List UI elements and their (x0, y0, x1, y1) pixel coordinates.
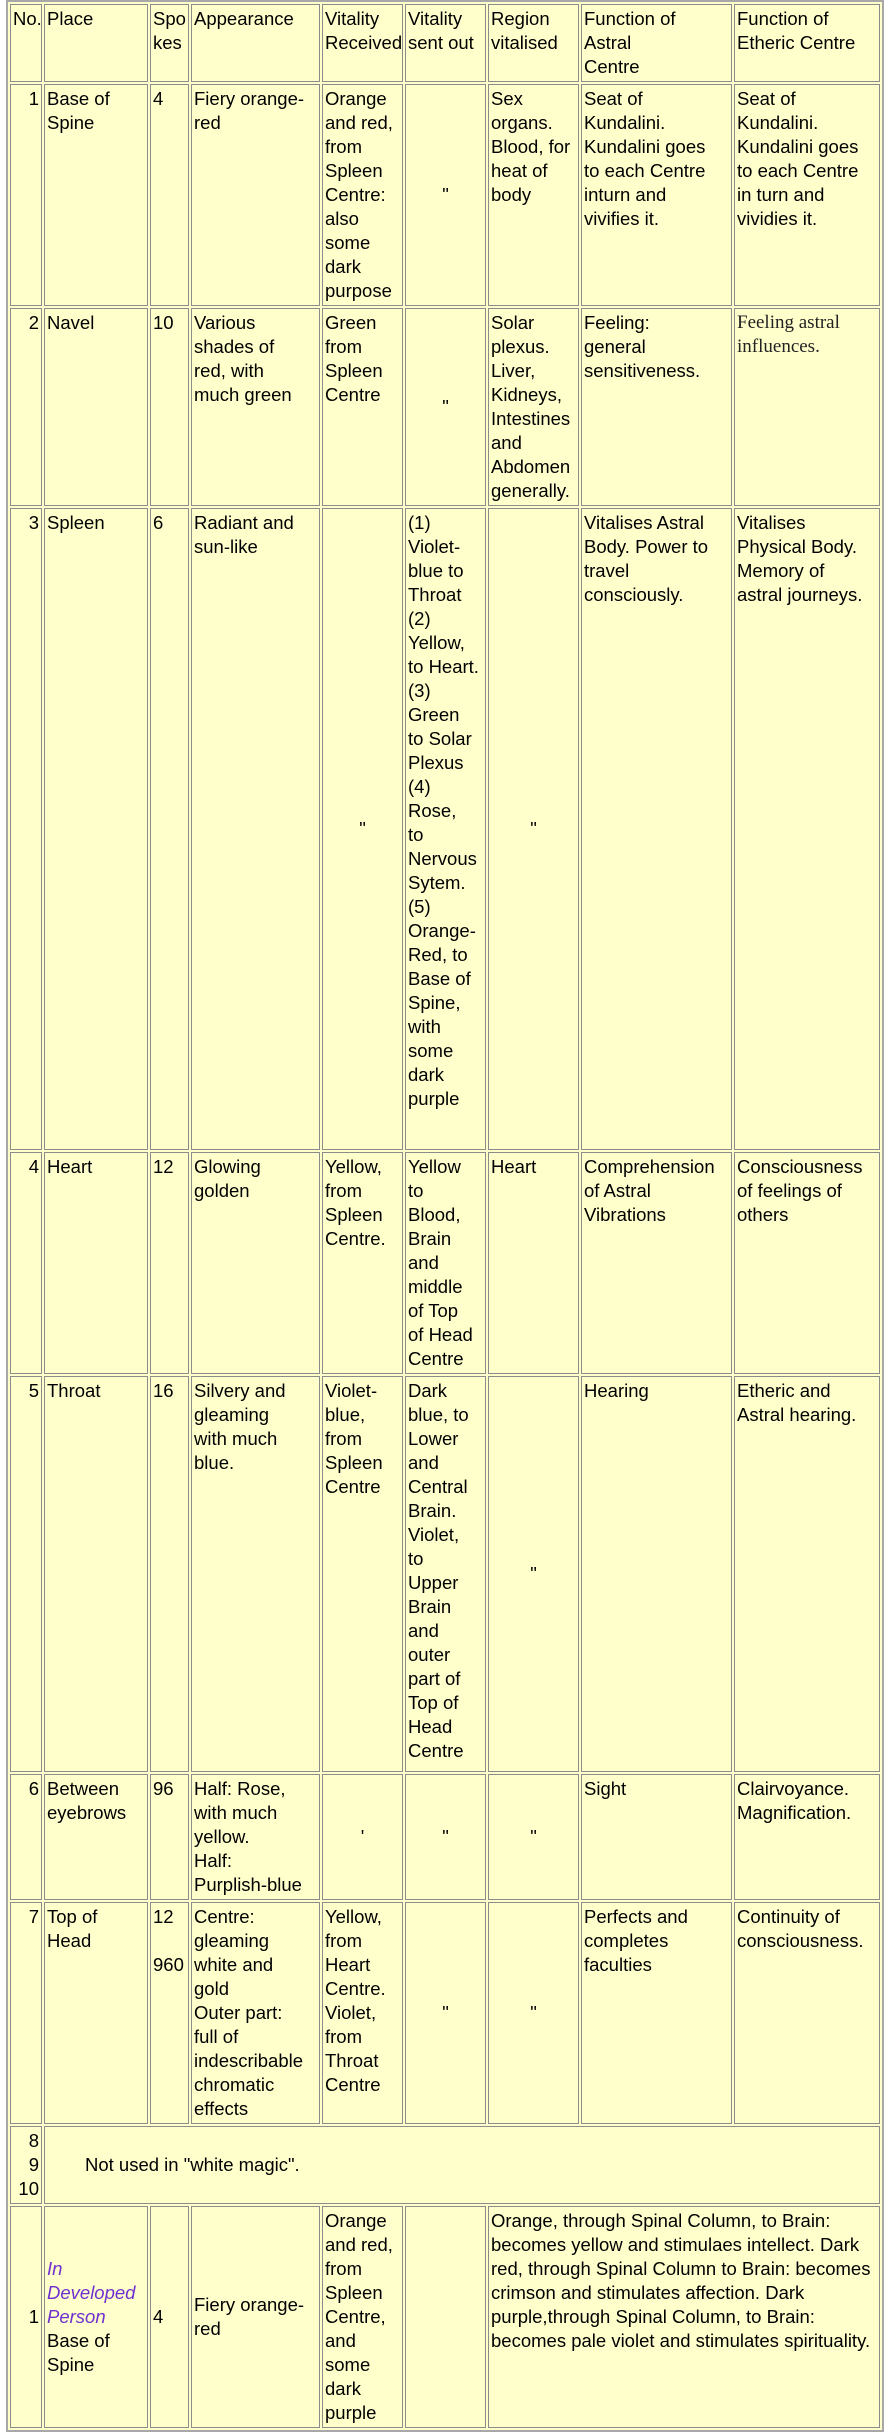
cell-spokes: 96 (150, 1774, 189, 1900)
cell-region: " (488, 1376, 579, 1772)
cell-astral: Seat of Kundalini. Kundalini goes to each Centre inturn and vivifies it. (581, 84, 732, 306)
developed-person-note: In Developed Person (47, 2258, 136, 2327)
header-cell-etheric: Function of Etheric Centre (734, 4, 880, 82)
cell-received: Orange and red, from Spleen Centre, and some dark purple (322, 2206, 403, 2428)
cell-astral: Hearing (581, 1376, 732, 1772)
chakra-table (6, 0, 884, 2432)
cell-astral: Sight (581, 1774, 732, 1900)
cell-sent: " (405, 308, 486, 506)
cell-appearance: Fiery orange- red (191, 84, 320, 306)
cell-place: Spleen (44, 508, 148, 1150)
cell-no: 1 (10, 2206, 42, 2428)
cell-spokes: 16 (150, 1376, 189, 1772)
cell-astral: Perfects and completes faculties (581, 1902, 732, 2124)
cell-received: ' (322, 1774, 403, 1900)
table-row (10, 308, 880, 506)
cell-sent: Dark blue, to Lower and Central Brain. Violet, to Upper Brain and outer part of Top of Head Centre (405, 1376, 486, 1772)
header-cell-spokes: Spo kes (150, 4, 189, 82)
cell-sent: " (405, 1902, 486, 2124)
header-cell-no: No. (10, 4, 42, 82)
cell-astral: Comprehension of Astral Vibrations (581, 1152, 732, 1374)
cell-sent: " (405, 1774, 486, 1900)
cell-region: Solar plexus. Liver, Kidneys, Intestines and Abdomen generally. (488, 308, 579, 506)
cell-etheric: Vitalises Physical Body. Memory of astral journeys. (734, 508, 880, 1150)
cell-received: Yellow, from Spleen Centre. (322, 1152, 403, 1374)
cell-no: 7 (10, 1902, 42, 2124)
cell-no: 4 (10, 1152, 42, 1374)
cell-region: Heart (488, 1152, 579, 1374)
cell-etheric: Etheric and Astral hearing. (734, 1376, 880, 1772)
cell-sent: Yellow to Blood, Brain and middle of Top of Head Centre (405, 1152, 486, 1374)
cell-appearance: Half: Rose, with much yellow. Half: Purplish-blue (191, 1774, 320, 1900)
header-row (10, 4, 880, 82)
unused-row (10, 2126, 880, 2204)
unused-note: Not used in "white magic". (44, 2126, 880, 2204)
table-row (10, 508, 880, 1150)
cell-sent (405, 2206, 486, 2428)
cell-astral: Vitalises Astral Body. Power to travel consciously. (581, 508, 732, 1150)
cell-no: 3 (10, 508, 42, 1150)
cell-spokes: 4 (150, 2206, 189, 2428)
cell-etheric: Clairvoyance. Magnification. (734, 1774, 880, 1900)
cell-place: Heart (44, 1152, 148, 1374)
cell-appearance: Fiery orange- red (191, 2206, 320, 2428)
cell-appearance: Glowing golden (191, 1152, 320, 1374)
developed-place: Base of Spine (47, 2330, 110, 2375)
cell-etheric: Seat of Kundalini. Kundalini goes to each Centre in turn and vividies it. (734, 84, 880, 306)
table-row (10, 1902, 880, 2124)
cell-region: " (488, 508, 579, 1150)
unused-numbers: 8 9 10 (10, 2126, 42, 2204)
cell-region: Sex organs. Blood, for heat of body (488, 84, 579, 306)
header-cell-place: Place (44, 4, 148, 82)
cell-received: " (322, 508, 403, 1150)
cell-place: Top of Head (44, 1902, 148, 2124)
header-cell-sent: Vitality sent out (405, 4, 486, 82)
table-row (10, 84, 880, 306)
cell-place (44, 2206, 148, 2428)
developed-row (10, 2206, 880, 2428)
cell-no: 5 (10, 1376, 42, 1772)
cell-spokes: 10 (150, 308, 189, 506)
table-row (10, 1774, 880, 1900)
cell-no: 6 (10, 1774, 42, 1900)
cell-appearance: Centre: gleaming white and gold Outer part: full of indescribable chromatic effects (191, 1902, 320, 2124)
cell-astral: Feeling: general sensitiveness. (581, 308, 732, 506)
cell-spokes: 4 (150, 84, 189, 306)
cell-region: " (488, 1902, 579, 2124)
cell-spokes: 12 (150, 1152, 189, 1374)
cell-received: Green from Spleen Centre (322, 308, 403, 506)
header-cell-received: Vitality Received (322, 4, 403, 82)
cell-appearance: Various shades of red, with much green (191, 308, 320, 506)
cell-no: 1 (10, 84, 42, 306)
table-row (10, 1152, 880, 1374)
cell-circulation: Orange, through Spinal Column, to Brain: becomes yellow and stimulaes intellect. Dark red, through Spinal Column to Brain: becomes crimson and stimulates affection. Dark purple,through Spinal Column, to Brain: becomes pale violet and stimulates spirituality. (488, 2206, 880, 2428)
cell-etheric: Feeling astral influences. (734, 308, 880, 506)
header-cell-region: Region vitalised (488, 4, 579, 82)
header-cell-appearance: Appearance (191, 4, 320, 82)
cell-no: 2 (10, 308, 42, 506)
cell-appearance: Radiant and sun-like (191, 508, 320, 1150)
cell-spokes: 6 (150, 508, 189, 1150)
cell-received: Orange and red, from Spleen Centre: also some dark purpose (322, 84, 403, 306)
cell-region: " (488, 1774, 579, 1900)
cell-place: Between eyebrows (44, 1774, 148, 1900)
cell-etheric: Continuity of consciousness. (734, 1902, 880, 2124)
cell-place: Base of Spine (44, 84, 148, 306)
cell-sent: (1) Violet- blue to Throat (2) Yellow, to Heart. (3) Green to Solar Plexus (4) Rose, to Nervous Sytem. (5) Orange- Red, to Base of Spine, with some dark purple (405, 508, 486, 1150)
cell-place: Throat (44, 1376, 148, 1772)
cell-received: Yellow, from Heart Centre. Violet, from Throat Centre (322, 1902, 403, 2124)
table-row (10, 1376, 880, 1772)
cell-received: Violet- blue, from Spleen Centre (322, 1376, 403, 1772)
cell-place: Navel (44, 308, 148, 506)
cell-sent: " (405, 84, 486, 306)
cell-spokes: 12 960 (150, 1902, 189, 2124)
header-cell-astral: Function of Astral Centre (581, 4, 732, 82)
cell-appearance: Silvery and gleaming with much blue. (191, 1376, 320, 1772)
cell-etheric: Consciousness of feelings of others (734, 1152, 880, 1374)
